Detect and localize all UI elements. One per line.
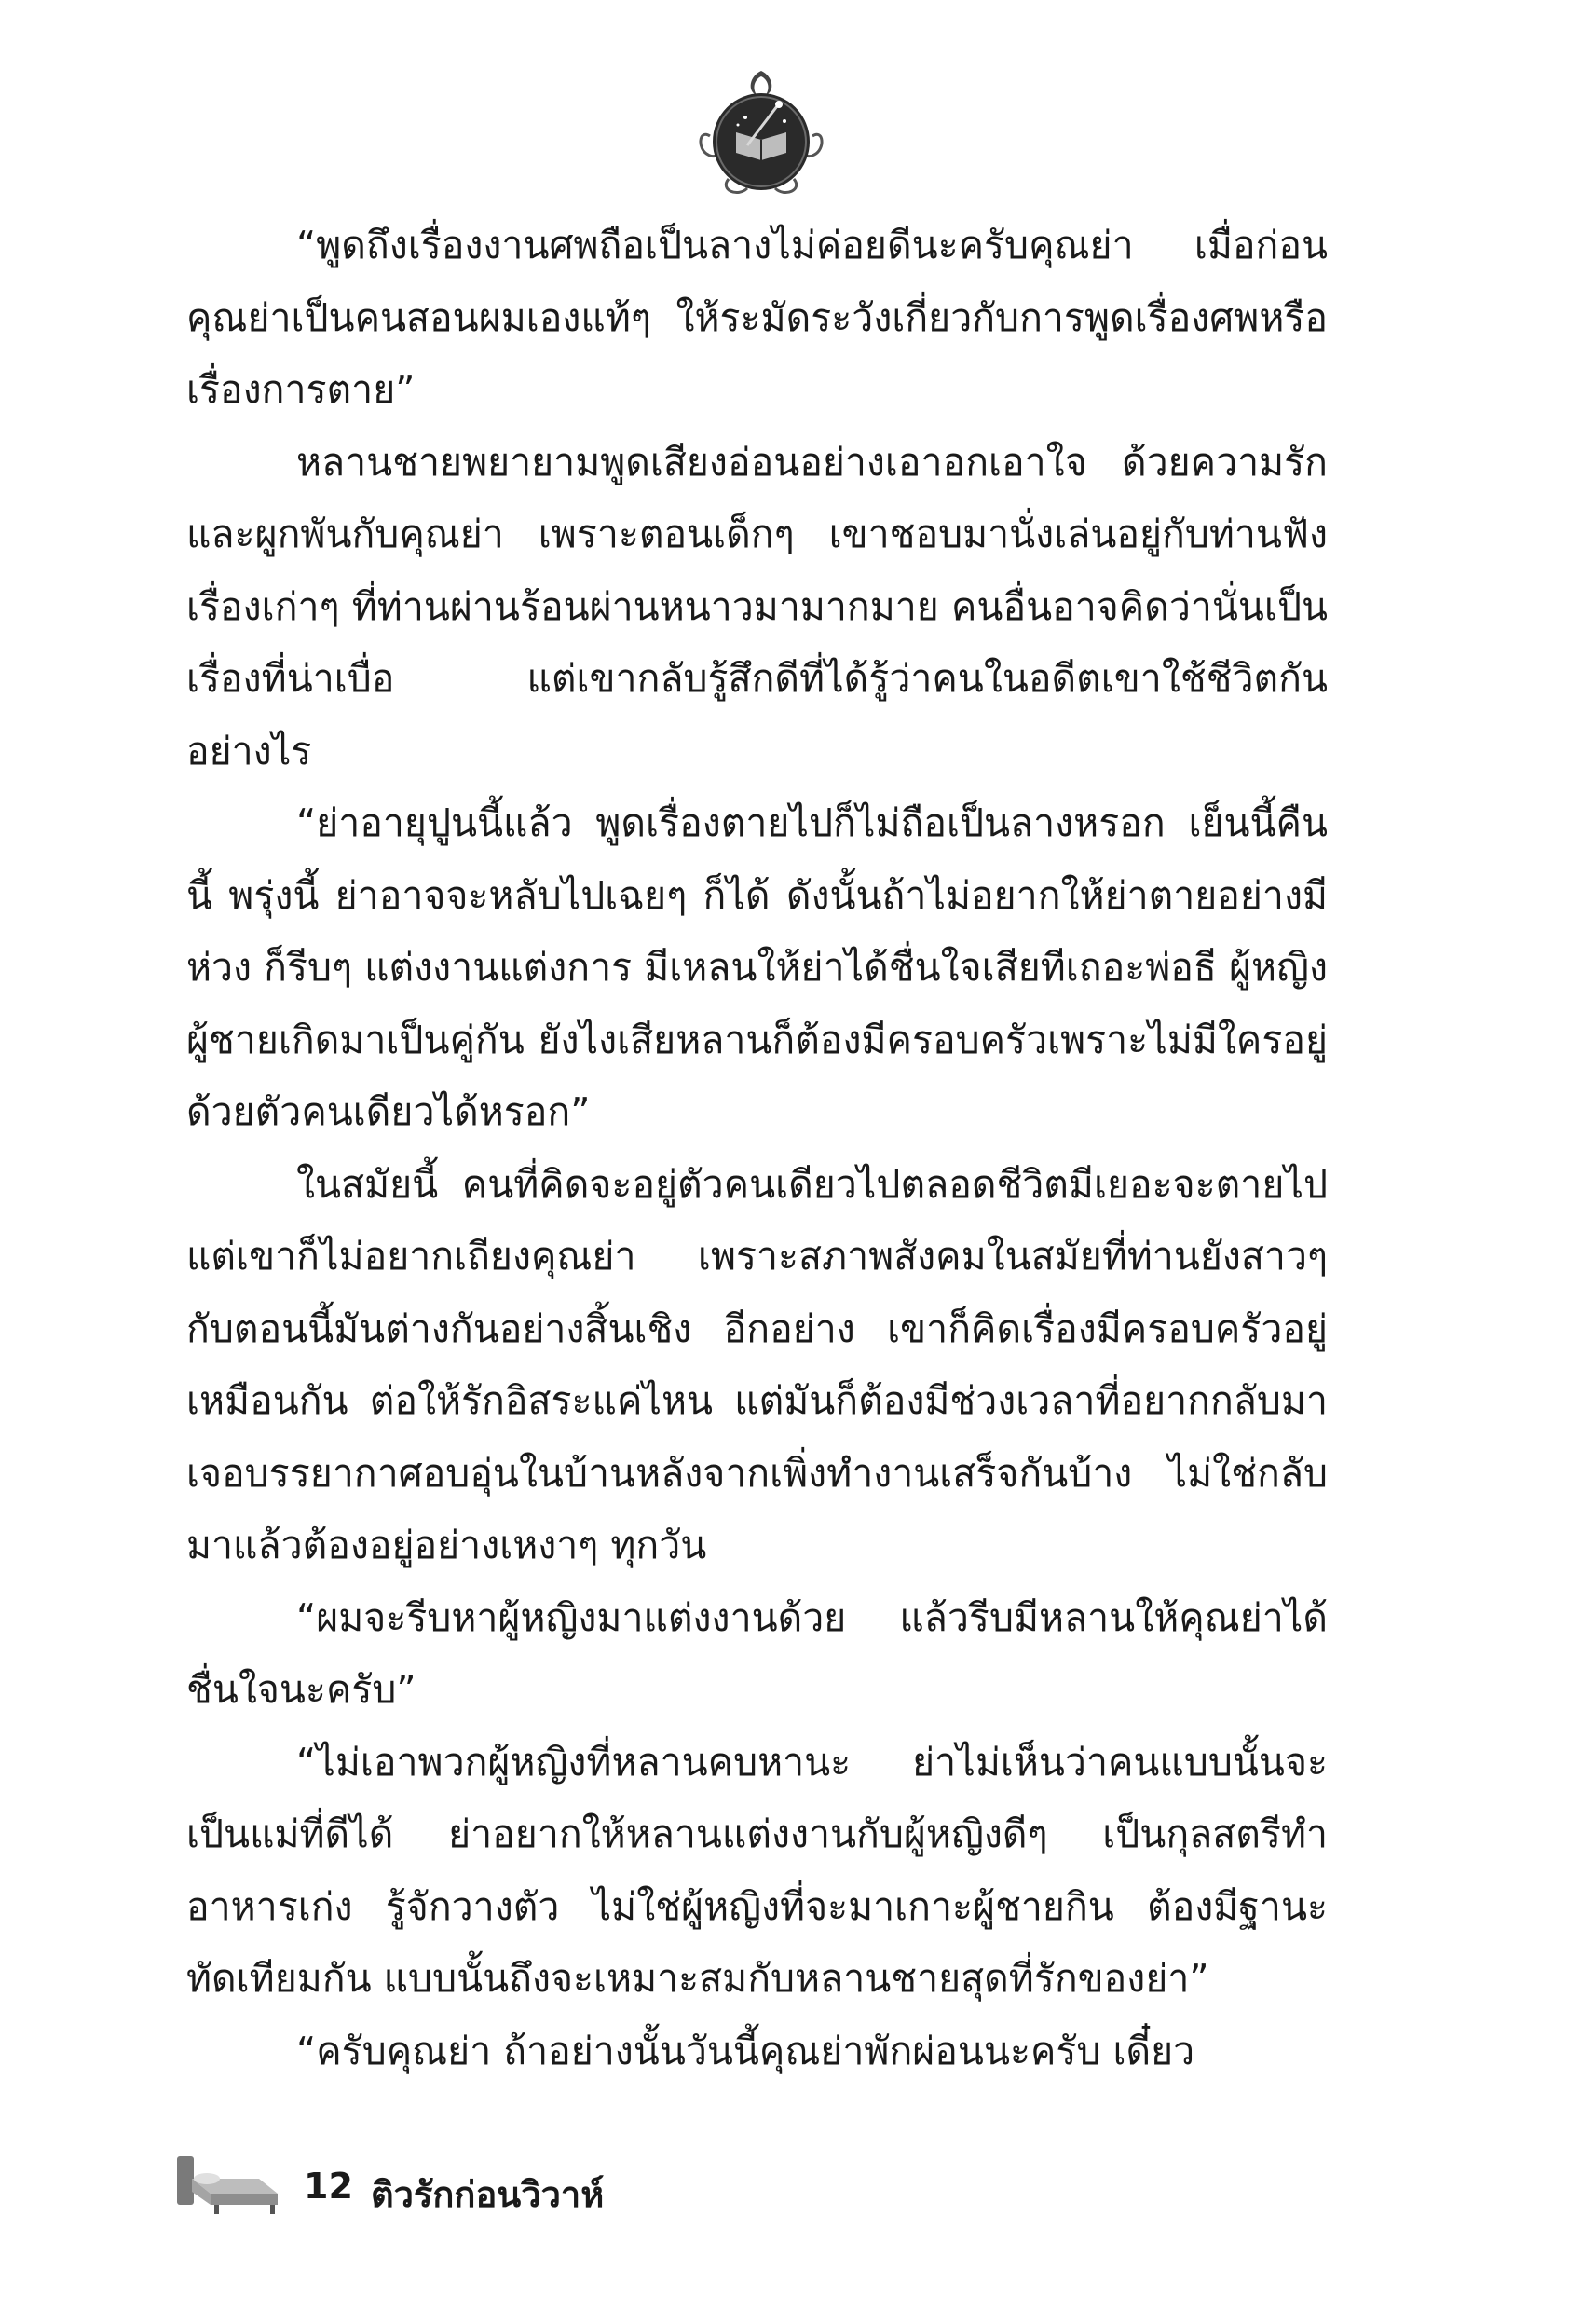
paragraph: “ไม่เอาพวกผู้หญิงที่หลานคบหานะ ย่าไม่เห็นว่าคนแบบนั้นจะเป็นแม่ที่ดีได้ ย่าอยากให้หลานแต่งงานกับผู้หญิงดีๆ เป็นกุลสตรีทำอาหารเก่ง รู้จักวางตัว ไม่ใช่ผู้หญิงที่จะมาเกาะผู้ชายกิน ต้องมีฐานะทัดเทียมกัน แบบนั้นถึงจะเหมาะสมกับหลานชายสุดที่รักของย่า” [186,1739,1328,2001]
publisher-emblem-icon [691,63,831,203]
paragraph: “ย่าอายุปูนนี้แล้ว พูดเรื่องตายไปก็ไม่ถือเป็นลางหรอก เย็นนี้คืนนี้ พรุ่งนี้ ย่าอาจจะหลับไปเฉยๆ ก็ได้ ดังนั้นถ้าไม่อยากให้ย่าตายอย่างมีห่วง ก็รีบๆ แต่งงานแต่งการ มีเหลนให้ย่าได้ชื่นใจเสียทีเถอะพ่อธี ผู้หญิงผู้ชายเกิดมาเป็นคู่กัน ยังไงเสียหลานก็ต้องมีครอบครัวเพราะไม่มีใครอยู่ด้วยตัวคนเดียวได้หรอก” [186,800,1328,1134]
page-number: 12 [304,2166,353,2207]
paragraph: “ผมจะรีบหาผู้หญิงมาแต่งงานด้วย แล้วรีบมีหลานให้คุณย่าได้ชื่นใจนะครับ” [186,1594,1328,1712]
bed-icon [173,2151,281,2218]
book-title: ติวรักก่อนวิวาห์ [371,2174,605,2215]
paragraph: หลานชายพยายามพูดเสียงอ่อนอย่างเอาอกเอาใจ ด้วยความรักและผูกพันกับคุณย่า เพราะตอนเด็กๆ เขาชอบมานั่งเล่นอยู่กับท่านฟังเรื่องเก่าๆ ที่ท่านผ่านร้อนผ่านหนาวมามากมาย คนอื่นอาจคิดว่านั่นเป็นเรื่องที่น่าเบื่อ แต่เขากลับรู้สึกดีที่ได้รู้ว่าคนในอดีตเขาใช้ชีวิตกันอย่างไร [186,439,1328,773]
paragraph: ในสมัยนี้ คนที่คิดจะอยู่ตัวคนเดียวไปตลอดชีวิตมีเยอะจะตายไป แต่เขาก็ไม่อยากเถียงคุณย่า เพราะสภาพสังคมในสมัยที่ท่านยังสาวๆ กับตอนนี้มันต่างกันอย่างสิ้นเชิง อีกอย่าง เขาก็คิดเรื่องมีครอบครัวอยู่เหมือนกัน ต่อให้รักอิสระแค่ไหน แต่มันก็ต้องมีช่วงเวลาที่อยากกลับมาเจอบรรยากาศอบอุ่นในบ้านหลังจากเพิ่งทำงานเสร็จกันบ้าง ไม่ใช่กลับมาแล้วต้องอยู่อย่างเหงาๆ ทุกวัน [186,1161,1328,1567]
paragraph: “พูดถึงเรื่องงานศพถือเป็นลางไม่ค่อยดีนะครับคุณย่า เมื่อก่อนคุณย่าเป็นคนสอนผมเองแท้ๆ ให้ระมัดระวังเกี่ยวกับการพูดเรื่องศพหรือเรื่องการตาย” [186,223,1328,412]
paragraph: “ครับคุณย่า ถ้าอย่างนั้นวันนี้คุณย่าพักผ่อนนะครับ เดี๋ยว [296,2028,1195,2073]
body-text [186,210,1328,2087]
page-footer [173,2151,825,2235]
